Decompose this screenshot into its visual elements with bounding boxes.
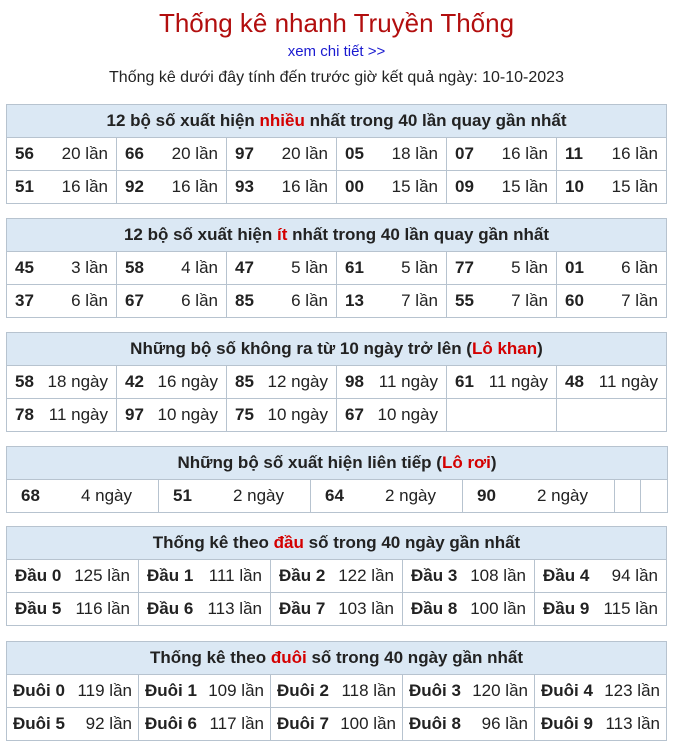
stat-cell: 64 2 ngày bbox=[311, 480, 463, 513]
stat-cell: 58 18 ngày bbox=[7, 366, 117, 399]
stat-cell: Đầu 2 122 lần bbox=[271, 560, 403, 593]
stat-cell: 61 11 ngày bbox=[447, 366, 557, 399]
stat-cell: 11 16 lần bbox=[557, 138, 667, 171]
stat-cell: 48 11 ngày bbox=[557, 366, 667, 399]
least-frequent-header: 12 bộ số xuất hiện ít nhất trong 40 lần quay gần nhất bbox=[7, 219, 667, 252]
lo-khan-table bbox=[6, 332, 667, 432]
stat-cell: 45 3 lần bbox=[7, 252, 117, 285]
stat-cell: 78 11 ngày bbox=[7, 399, 117, 432]
table-row bbox=[7, 593, 667, 626]
stat-cell: 85 6 lần bbox=[227, 285, 337, 318]
table-row bbox=[7, 480, 668, 513]
table-row bbox=[7, 560, 667, 593]
stat-cell: Đuôi 1 109 lần bbox=[139, 675, 271, 708]
stat-cell: Đầu 4 94 lần bbox=[535, 560, 667, 593]
lo-roi-table bbox=[6, 446, 668, 513]
stat-cell: Đuôi 5 92 lần bbox=[7, 708, 139, 741]
stat-cell: 67 6 lần bbox=[117, 285, 227, 318]
stat-cell: Đuôi 7 100 lần bbox=[271, 708, 403, 741]
stat-cell: Đuôi 4 123 lần bbox=[535, 675, 667, 708]
empty-cell bbox=[447, 399, 557, 432]
stat-cell: 66 20 lần bbox=[117, 138, 227, 171]
table-row bbox=[7, 366, 667, 399]
stat-cell: 01 6 lần bbox=[557, 252, 667, 285]
stat-cell: 85 12 ngày bbox=[227, 366, 337, 399]
stat-cell: 56 20 lần bbox=[7, 138, 117, 171]
stat-cell: 55 7 lần bbox=[447, 285, 557, 318]
stat-cell: Đầu 7 103 lần bbox=[271, 593, 403, 626]
table-row bbox=[7, 285, 667, 318]
stat-cell: Đầu 8 100 lần bbox=[403, 593, 535, 626]
stat-cell: Đuôi 8 96 lần bbox=[403, 708, 535, 741]
stat-cell: Đuôi 2 118 lần bbox=[271, 675, 403, 708]
stat-cell: 47 5 lần bbox=[227, 252, 337, 285]
most-frequent-table bbox=[6, 104, 667, 204]
stat-cell: 90 2 ngày bbox=[463, 480, 615, 513]
stat-cell: 97 10 ngày bbox=[117, 399, 227, 432]
stat-cell: 07 16 lần bbox=[447, 138, 557, 171]
stat-cell: 13 7 lần bbox=[337, 285, 447, 318]
stat-cell: 60 7 lần bbox=[557, 285, 667, 318]
empty-cell bbox=[641, 480, 668, 513]
lo-roi-header: Những bộ số xuất hiện liên tiếp (Lô rơi) bbox=[7, 447, 668, 480]
page-title: Thống kê nhanh Truyền Thống bbox=[158, 8, 515, 38]
stat-cell: Đuôi 3 120 lần bbox=[403, 675, 535, 708]
table-row bbox=[7, 252, 667, 285]
stat-cell: Đuôi 9 113 lần bbox=[535, 708, 667, 741]
stat-cell: 05 18 lần bbox=[337, 138, 447, 171]
stat-cell: 61 5 lần bbox=[337, 252, 447, 285]
stat-cell: 77 5 lần bbox=[447, 252, 557, 285]
stat-cell: 67 10 ngày bbox=[337, 399, 447, 432]
dau-header: Thống kê theo đầu số trong 40 ngày gần nhất bbox=[7, 527, 667, 560]
stat-cell: Đầu 6 113 lần bbox=[139, 593, 271, 626]
table-row bbox=[7, 399, 667, 432]
stat-cell: 98 11 ngày bbox=[337, 366, 447, 399]
empty-cell bbox=[557, 399, 667, 432]
stat-cell: 92 16 lần bbox=[117, 171, 227, 204]
page-subtitle: Thống kê dưới đây tính đến trước giờ kết quả ngày: 10-10-2023 bbox=[109, 69, 564, 86]
stat-cell: Đầu 5 116 lần bbox=[7, 593, 139, 626]
stat-cell: 51 2 ngày bbox=[159, 480, 311, 513]
stat-cell: 97 20 lần bbox=[227, 138, 337, 171]
stat-cell: Đuôi 6 117 lần bbox=[139, 708, 271, 741]
stat-cell: 37 6 lần bbox=[7, 285, 117, 318]
table-row bbox=[7, 675, 667, 708]
stat-cell: 09 15 lần bbox=[447, 171, 557, 204]
stat-cell: Đầu 0 125 lần bbox=[7, 560, 139, 593]
stat-cell: 10 15 lần bbox=[557, 171, 667, 204]
stat-cell: 93 16 lần bbox=[227, 171, 337, 204]
table-row bbox=[7, 171, 667, 204]
dau-table bbox=[6, 526, 667, 626]
stat-cell: 75 10 ngày bbox=[227, 399, 337, 432]
stat-cell: Đầu 1 111 lần bbox=[139, 560, 271, 593]
stat-cell: Đuôi 0 119 lần bbox=[7, 675, 139, 708]
duoi-header: Thống kê theo đuôi số trong 40 ngày gần nhất bbox=[7, 642, 667, 675]
stat-cell: 51 16 lần bbox=[7, 171, 117, 204]
stat-cell: 42 16 ngày bbox=[117, 366, 227, 399]
stat-cell: 58 4 lần bbox=[117, 252, 227, 285]
detail-link[interactable]: xem chi tiết >> bbox=[287, 43, 386, 60]
most-frequent-header: 12 bộ số xuất hiện nhiều nhất trong 40 lần quay gần nhất bbox=[7, 105, 667, 138]
table-row bbox=[7, 138, 667, 171]
stat-cell: Đầu 9 115 lần bbox=[535, 593, 667, 626]
empty-cell bbox=[615, 480, 641, 513]
duoi-table bbox=[6, 641, 667, 741]
least-frequent-table bbox=[6, 218, 667, 318]
stat-cell: 00 15 lần bbox=[337, 171, 447, 204]
lo-khan-header: Những bộ số không ra từ 10 ngày trở lên (Lô khan) bbox=[7, 333, 667, 366]
stat-cell: Đầu 3 108 lần bbox=[403, 560, 535, 593]
table-row bbox=[7, 708, 667, 741]
stat-cell: 68 4 ngày bbox=[7, 480, 159, 513]
